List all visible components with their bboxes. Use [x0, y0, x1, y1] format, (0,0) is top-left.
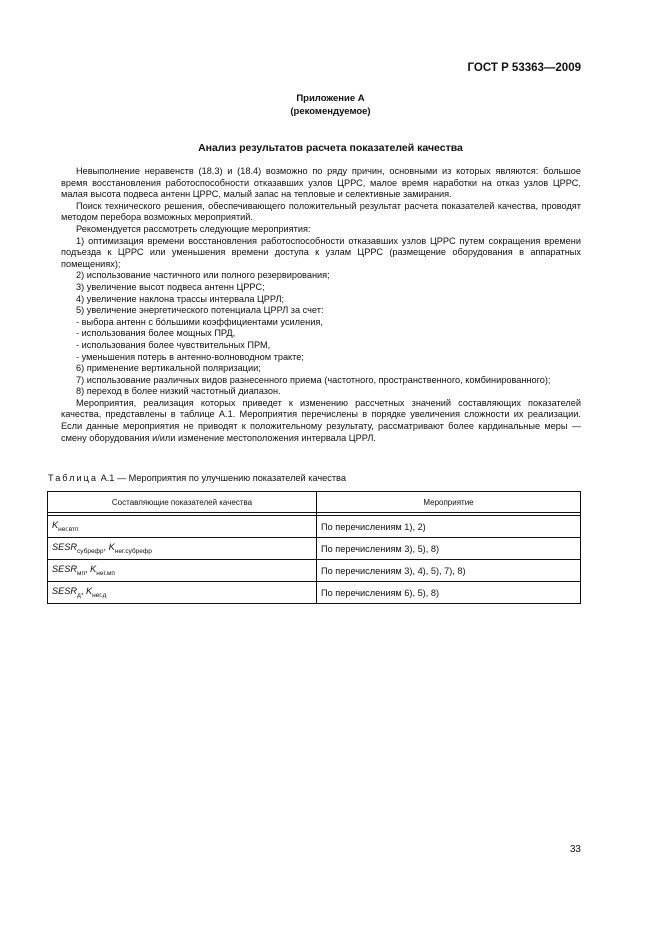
table-row [48, 560, 581, 582]
table-header-row [48, 492, 581, 513]
column-header-measure: Мероприятие [317, 492, 581, 513]
appendix-status: (рекомендуемое) [290, 106, 371, 117]
indicator-cell: $SESR_{субрефр}$, $K_{нег.субрефр}$ [48, 538, 317, 560]
table-caption-word: Таблица [48, 473, 99, 483]
list-item: 4) увеличение наклона трассы интервала ЦРРЛ; [76, 293, 285, 304]
measures-table [47, 491, 581, 604]
page-number: 33 [569, 844, 581, 855]
table-row [48, 516, 581, 538]
list-subitem: - выбора антенн с бóльшими коэффициентами усиления, [76, 316, 323, 327]
list-subitem: - использования более мощных ПРД, [76, 328, 236, 339]
measure-cell: По перечислениям 3), 5), 8) [317, 538, 581, 560]
table-row [48, 538, 581, 560]
table-caption [48, 473, 346, 483]
paragraph: Рекомендуется рассмотреть следующие мероприятия: [76, 223, 311, 234]
standard-code: ГОСТ Р 53363—2009 [467, 62, 581, 74]
appendix-heading [0, 92, 661, 118]
list-item: 7) использование различных видов разнесенного приема (частотного, пространственного, комбинированного); [76, 374, 551, 385]
list-item: 5) увеличение энергетического потенциала ЦРРЛ за счет: [76, 305, 324, 316]
body-text [61, 166, 581, 444]
indicator-cell: $SESR_{мп}$, $K_{нег.мп}$ [48, 560, 317, 582]
measure-cell: По перечислениям 1), 2) [317, 516, 581, 538]
column-header-indicators: Составляющие показателей качества [48, 492, 317, 513]
list-item: 1) оптимизация времени восстановления работоспособности отказавших узлов ЦРРС путем сокращения времени подъезда к ЦРРС или уменьшения времени доступа к узлам ЦРРС (размещение оборудования в аппаратных помещениях); [61, 235, 581, 269]
table-caption-text: А.1 — Мероприятия по улучшению показателей качества [100, 473, 346, 483]
list-subitem: - уменьшения потерь в антенно-волноводном тракте; [76, 351, 304, 362]
list-subitem: - использования более чувствительных ПРМ, [76, 339, 271, 350]
section-title: Анализ результатов расчета показателей качества [198, 142, 463, 154]
list-item: 6) применение вертикальной поляризации; [76, 363, 261, 374]
paragraph: Поиск технического решения, обеспечивающего положительный результат расчета показателей качества, проводят методом перебора возможных мероприятий. [61, 200, 581, 223]
indicator-cell: $K_{нег.втп}$ [48, 516, 317, 538]
measure-cell: По перечислениям 3), 4), 5), 7), 8) [317, 560, 581, 582]
list-item: 3) увеличение высот подвеса антенн ЦРРС; [76, 281, 265, 292]
appendix-label: Приложение А [296, 93, 365, 104]
list-item: 8) переход в более низкий частотный диапазон. [76, 386, 281, 397]
indicator-cell: $SESR_д$, $K_{нег.д}$ [48, 582, 317, 604]
table-row [48, 582, 581, 604]
measure-cell: По перечислениям 6), 5), 8) [317, 582, 581, 604]
paragraph: Мероприятия, реализация которых приведет к изменению рассчетных значений составляющих показателей качества, представлены в таблице А.1. Мероприятия перечислены в порядке увеличения сложности их реализации. Если данные мероприятия не приводят к положительному результату, рассматривают более кардинальные меры — смену оборудования и/или изменение местоположения интервала ЦРРЛ. [61, 397, 581, 443]
paragraph: Невыполнение неравенств (18.3) и (18.4) возможно по ряду причин, основными из которых являются: большое время восстановления работоспособности отказавших узлов ЦРРС, малое время наработки на отказ узлов ЦРРС, малая высота подвеса антенн ЦРРС, малый запас на тепловые и селективные замирания. [61, 166, 581, 200]
list-item: 2) использование частичного или полного резервирования; [76, 270, 330, 281]
